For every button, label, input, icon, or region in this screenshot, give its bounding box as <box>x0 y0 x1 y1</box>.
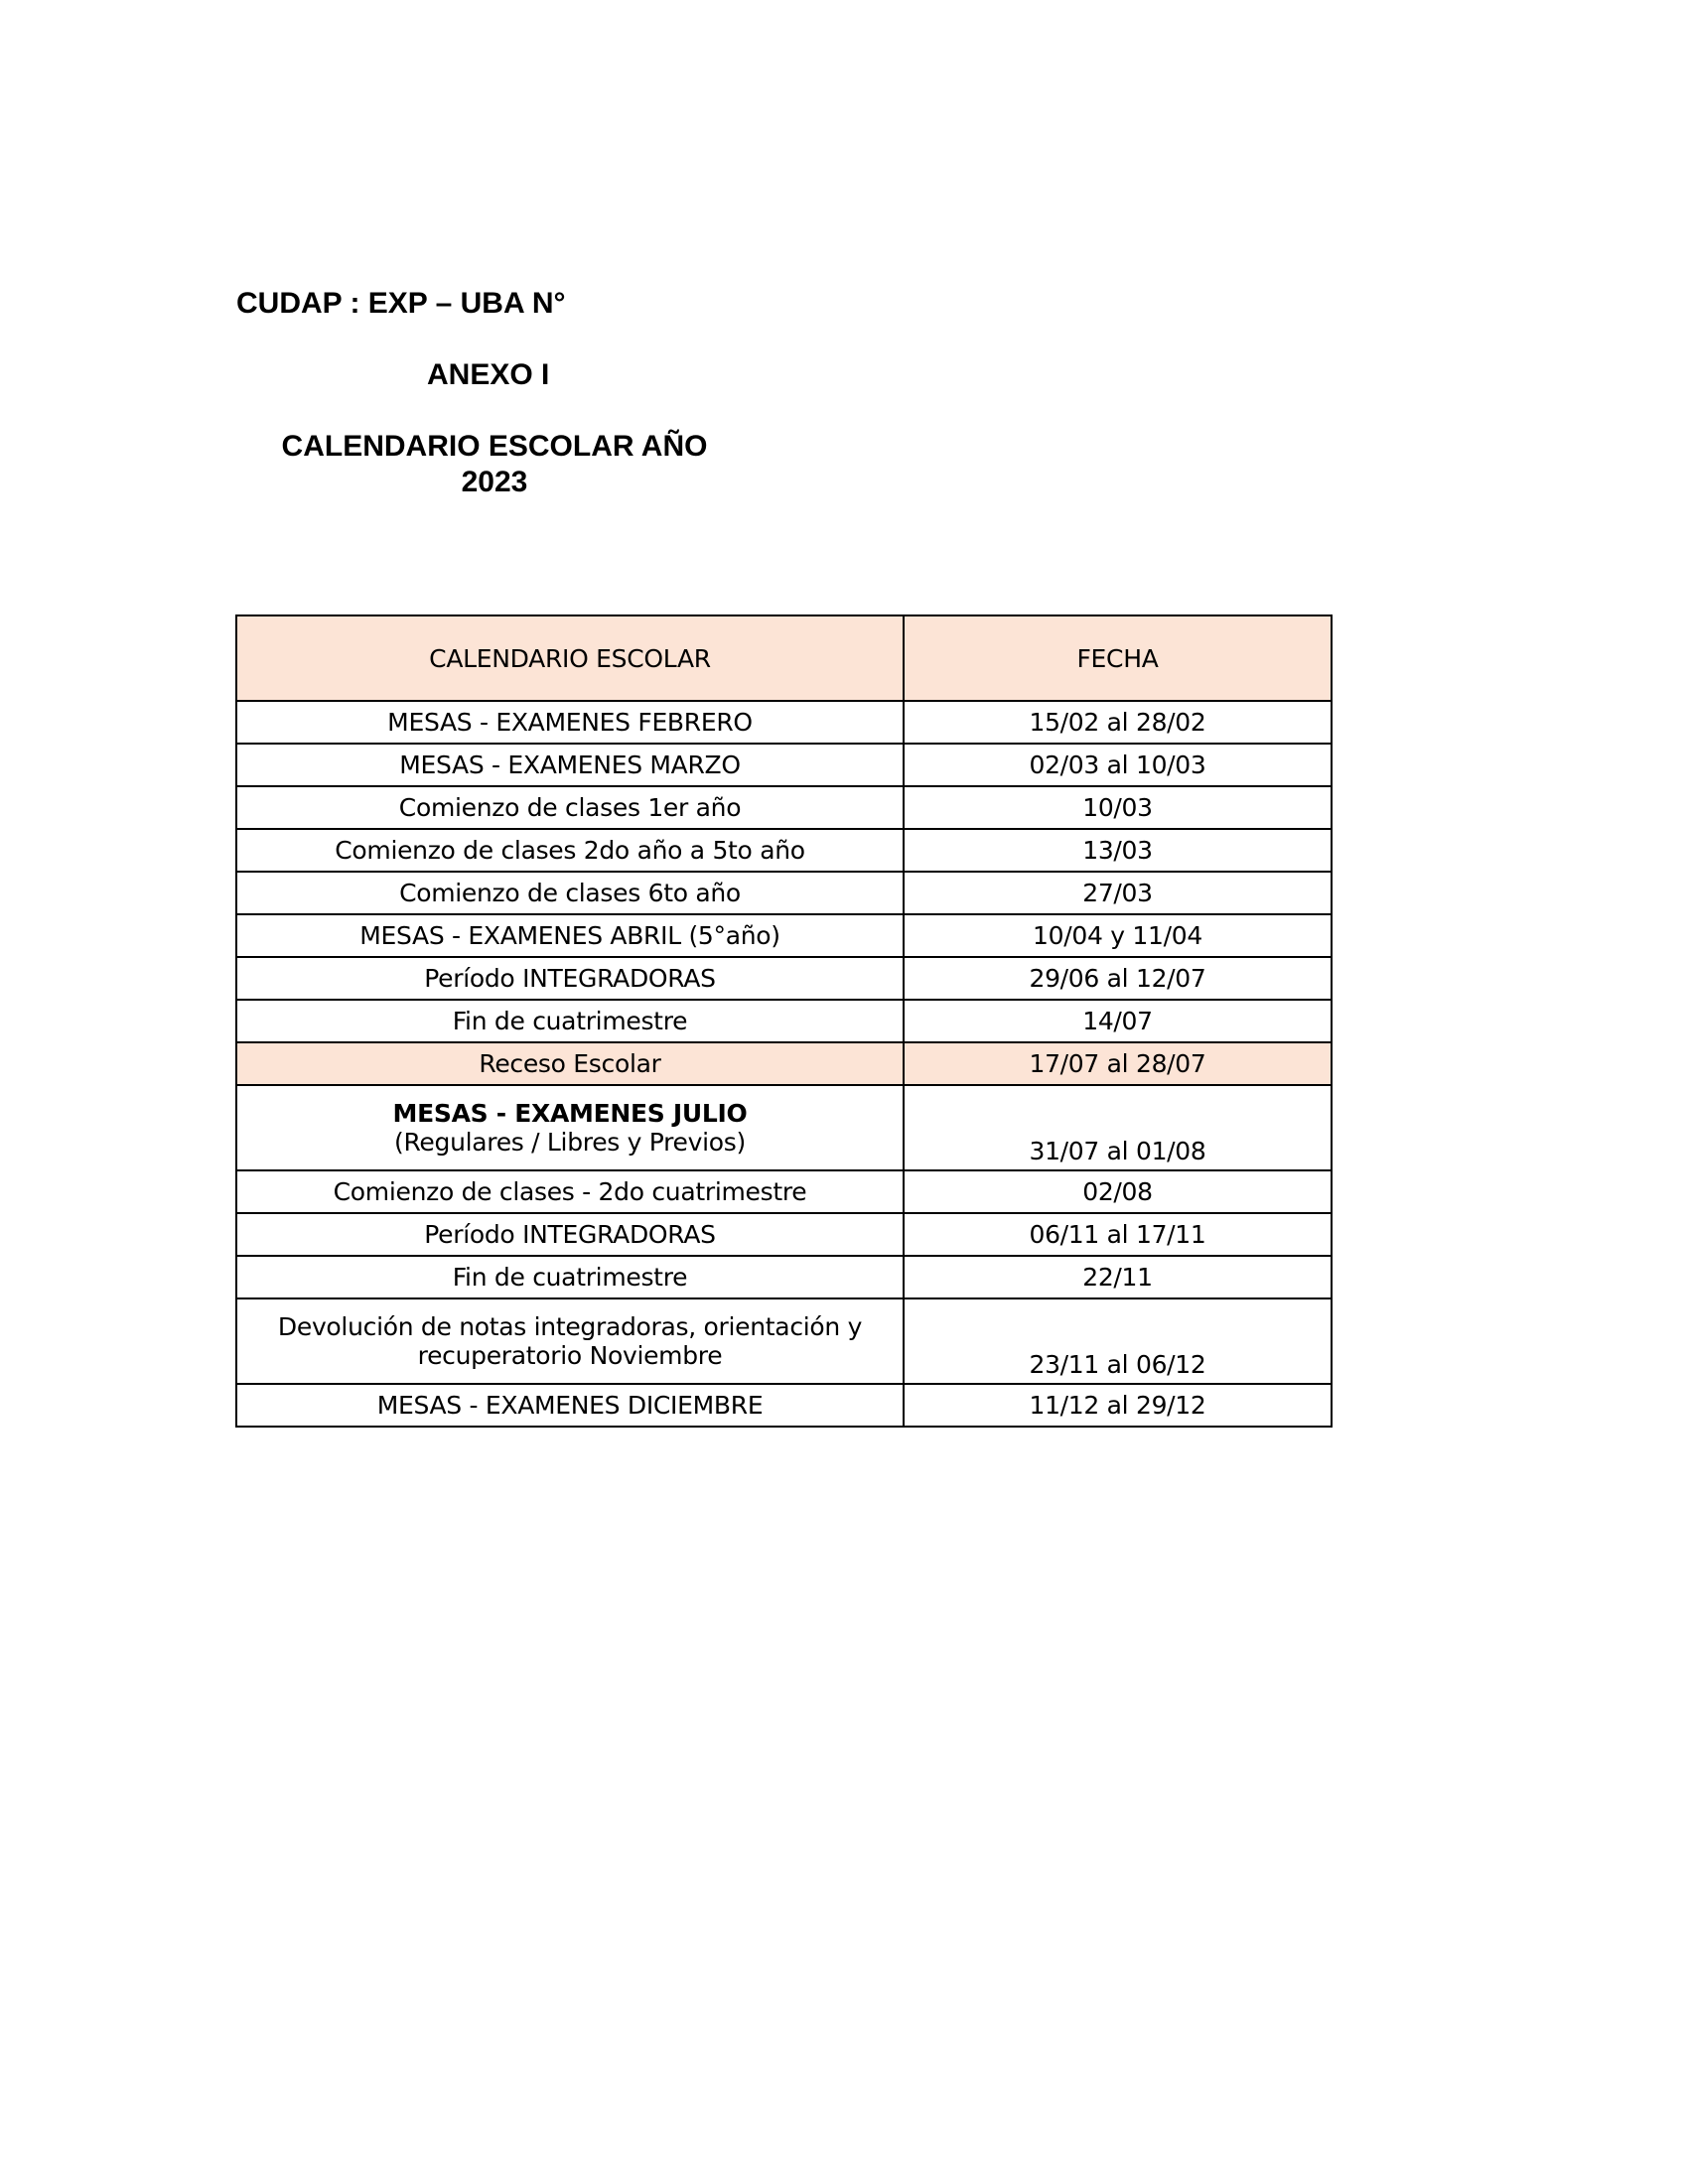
date-cell: 10/04 y 11/04 <box>904 914 1332 957</box>
event-cell: Comienzo de clases 1er año <box>236 786 904 829</box>
date-cell: 13/03 <box>904 829 1332 872</box>
table-header-row <box>236 615 1332 701</box>
event-cell: Devolución de notas integradoras, orientación y recuperatorio Noviembre <box>236 1298 904 1384</box>
event-cell: MESAS - EXAMENES FEBRERO <box>236 701 904 744</box>
date-cell: 11/12 al 29/12 <box>904 1384 1332 1427</box>
table-row <box>236 744 1332 786</box>
event-cell: MESAS - EXAMENES ABRIL (5°año) <box>236 914 904 957</box>
table-row <box>236 1256 1332 1298</box>
document-reference: CUDAP : EXP – UBA N° <box>236 287 566 320</box>
page-title-line1: CALENDARIO ESCOLAR AÑO <box>281 430 708 463</box>
table-row <box>236 872 1332 914</box>
page-title-line2: 2023 <box>461 466 528 498</box>
column-header-date: FECHA <box>904 615 1332 701</box>
annex-title: ANEXO I <box>427 358 550 391</box>
date-cell: 10/03 <box>904 786 1332 829</box>
event-cell: Comienzo de clases - 2do cuatrimestre <box>236 1170 904 1213</box>
table-row <box>236 1213 1332 1256</box>
date-cell: 22/11 <box>904 1256 1332 1298</box>
table-row <box>236 786 1332 829</box>
calendar-table <box>235 614 1333 1428</box>
date-cell: 06/11 al 17/11 <box>904 1213 1332 1256</box>
event-cell: Período INTEGRADORAS <box>236 1213 904 1256</box>
event-cell: MESAS - EXAMENES DICIEMBRE <box>236 1384 904 1427</box>
event-cell-subtitle: (Regulares / Libres y Previos) <box>394 1128 746 1157</box>
table-row-highlighted <box>236 1042 1332 1085</box>
table-row <box>236 829 1332 872</box>
table-row <box>236 957 1332 1000</box>
date-cell: 02/08 <box>904 1170 1332 1213</box>
event-cell: Fin de cuatrimestre <box>236 1256 904 1298</box>
table-row <box>236 701 1332 744</box>
table-row <box>236 1170 1332 1213</box>
event-cell: Fin de cuatrimestre <box>236 1000 904 1042</box>
table-row <box>236 1085 1332 1170</box>
table-row <box>236 914 1332 957</box>
date-cell: 02/03 al 10/03 <box>904 744 1332 786</box>
event-cell: MESAS - EXAMENES MARZO <box>236 744 904 786</box>
column-header-event: CALENDARIO ESCOLAR <box>236 615 904 701</box>
table-row <box>236 1298 1332 1384</box>
date-cell: 27/03 <box>904 872 1332 914</box>
event-cell: Comienzo de clases 2do año a 5to año <box>236 829 904 872</box>
page-title <box>256 429 733 500</box>
date-cell: 17/07 al 28/07 <box>904 1042 1332 1085</box>
date-cell: 15/02 al 28/02 <box>904 701 1332 744</box>
date-cell: 23/11 al 06/12 <box>904 1298 1332 1384</box>
date-cell: 29/06 al 12/07 <box>904 957 1332 1000</box>
event-cell: Período INTEGRADORAS <box>236 957 904 1000</box>
event-cell: Comienzo de clases 6to año <box>236 872 904 914</box>
date-cell: 31/07 al 01/08 <box>904 1085 1332 1170</box>
table-row <box>236 1000 1332 1042</box>
event-cell <box>236 1085 904 1170</box>
event-cell: Receso Escolar <box>236 1042 904 1085</box>
table-row <box>236 1384 1332 1427</box>
date-cell: 14/07 <box>904 1000 1332 1042</box>
event-cell-title: MESAS - EXAMENES JULIO <box>392 1099 748 1128</box>
